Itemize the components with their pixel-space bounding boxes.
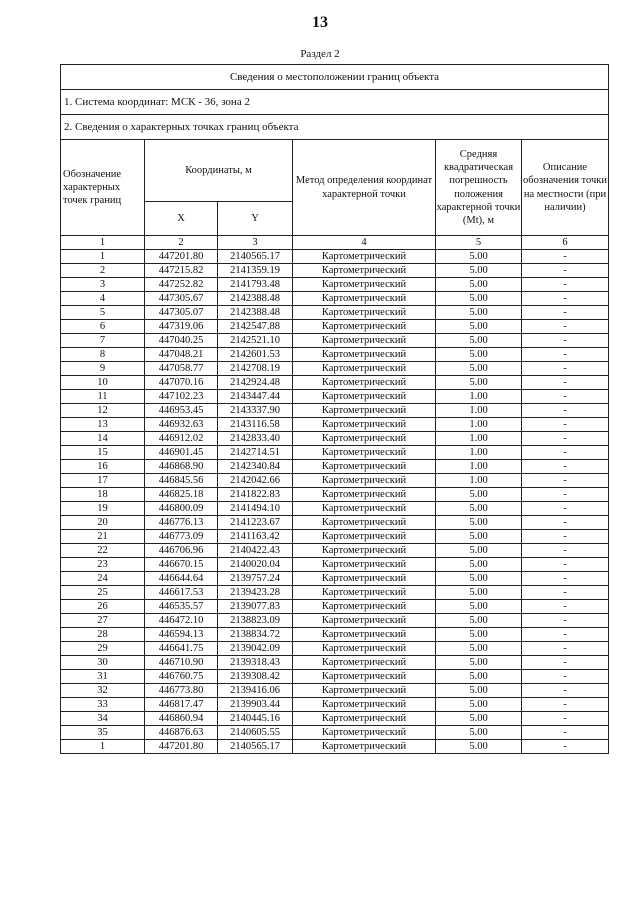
boundary-points-table — [60, 64, 609, 754]
method-cell: Картометрический — [293, 446, 436, 460]
table-row — [61, 726, 609, 740]
point-id-cell: 22 — [61, 544, 145, 558]
method-cell: Картометрический — [293, 292, 436, 306]
column-number: 5 — [436, 236, 522, 250]
x-coord-cell: 446800.09 — [145, 502, 218, 516]
error-cell: 5.00 — [436, 334, 522, 348]
point-id-cell: 6 — [61, 320, 145, 334]
description-cell: - — [522, 348, 609, 362]
error-cell: 1.00 — [436, 390, 522, 404]
y-coord-cell: 2139308.42 — [218, 670, 293, 684]
method-cell: Картометрический — [293, 320, 436, 334]
table-row — [61, 544, 609, 558]
error-cell: 1.00 — [436, 418, 522, 432]
error-cell: 5.00 — [436, 292, 522, 306]
x-coord-cell: 446860.94 — [145, 712, 218, 726]
error-cell: 5.00 — [436, 250, 522, 264]
error-cell: 5.00 — [436, 376, 522, 390]
description-cell: - — [522, 516, 609, 530]
method-cell: Картометрический — [293, 264, 436, 278]
table-row — [61, 614, 609, 628]
y-coord-cell: 2141359.19 — [218, 264, 293, 278]
x-coord-cell: 447070.16 — [145, 376, 218, 390]
error-cell: 5.00 — [436, 530, 522, 544]
method-cell: Картометрический — [293, 726, 436, 740]
error-cell: 1.00 — [436, 474, 522, 488]
description-cell: - — [522, 642, 609, 656]
y-coord-cell: 2142833.40 — [218, 432, 293, 446]
description-cell: - — [522, 404, 609, 418]
point-id-cell: 16 — [61, 460, 145, 474]
y-coord-cell: 2139757.24 — [218, 572, 293, 586]
point-id-cell: 10 — [61, 376, 145, 390]
method-cell: Картометрический — [293, 656, 436, 670]
error-cell: 5.00 — [436, 320, 522, 334]
table-row — [61, 712, 609, 726]
table-row — [61, 460, 609, 474]
table-row — [61, 250, 609, 264]
error-cell: 5.00 — [436, 348, 522, 362]
x-coord-cell: 447305.67 — [145, 292, 218, 306]
error-cell: 5.00 — [436, 278, 522, 292]
error-cell: 5.00 — [436, 642, 522, 656]
point-id-cell: 26 — [61, 600, 145, 614]
description-cell: - — [522, 740, 609, 754]
y-coord-cell: 2142340.84 — [218, 460, 293, 474]
table-row — [61, 698, 609, 712]
title-row — [61, 65, 609, 90]
description-cell: - — [522, 544, 609, 558]
table-row — [61, 348, 609, 362]
method-cell: Картометрический — [293, 698, 436, 712]
description-cell: - — [522, 292, 609, 306]
x-coord-cell: 446953.45 — [145, 404, 218, 418]
error-cell: 5.00 — [436, 614, 522, 628]
description-cell: - — [522, 418, 609, 432]
error-cell: 5.00 — [436, 586, 522, 600]
point-id-cell: 19 — [61, 502, 145, 516]
y-coord-cell: 2141163.42 — [218, 530, 293, 544]
x-coord-cell: 446901.45 — [145, 446, 218, 460]
y-coord-cell: 2141822.83 — [218, 488, 293, 502]
x-coord-cell: 447102.23 — [145, 390, 218, 404]
x-coord-cell: 446641.75 — [145, 642, 218, 656]
point-id-cell: 18 — [61, 488, 145, 502]
description-cell: - — [522, 474, 609, 488]
table-row — [61, 334, 609, 348]
description-cell: - — [522, 376, 609, 390]
y-coord-cell: 2142601.53 — [218, 348, 293, 362]
table-row — [61, 306, 609, 320]
points-caption-row — [61, 115, 609, 140]
x-coord-cell: 446535.57 — [145, 600, 218, 614]
description-cell: - — [522, 320, 609, 334]
method-cell: Картометрический — [293, 418, 436, 432]
description-cell: - — [522, 306, 609, 320]
description-cell: - — [522, 698, 609, 712]
table-row — [61, 404, 609, 418]
x-coord-cell: 446912.02 — [145, 432, 218, 446]
description-cell: - — [522, 726, 609, 740]
point-id-cell: 4 — [61, 292, 145, 306]
error-cell: 5.00 — [436, 558, 522, 572]
error-cell: 5.00 — [436, 516, 522, 530]
x-coord-cell: 447058.77 — [145, 362, 218, 376]
table-row — [61, 488, 609, 502]
y-coord-cell: 2139042.09 — [218, 642, 293, 656]
x-coord-cell: 446773.80 — [145, 684, 218, 698]
point-id-cell: 29 — [61, 642, 145, 656]
method-cell: Картометрический — [293, 586, 436, 600]
column-number: 6 — [522, 236, 609, 250]
x-coord-cell: 446644.64 — [145, 572, 218, 586]
y-coord-cell: 2142388.48 — [218, 306, 293, 320]
point-id-cell: 28 — [61, 628, 145, 642]
table-row — [61, 558, 609, 572]
table-row — [61, 586, 609, 600]
description-cell: - — [522, 656, 609, 670]
point-id-cell: 14 — [61, 432, 145, 446]
point-id-cell: 27 — [61, 614, 145, 628]
error-cell: 1.00 — [436, 404, 522, 418]
method-cell: Картометрический — [293, 404, 436, 418]
y-coord-cell: 2138834.72 — [218, 628, 293, 642]
error-cell: 5.00 — [436, 726, 522, 740]
description-cell: - — [522, 502, 609, 516]
y-coord-cell: 2142924.48 — [218, 376, 293, 390]
point-id-cell: 7 — [61, 334, 145, 348]
y-coord-cell: 2139423.28 — [218, 586, 293, 600]
x-coord-cell: 446825.18 — [145, 488, 218, 502]
method-cell: Картометрический — [293, 600, 436, 614]
method-cell: Картометрический — [293, 376, 436, 390]
x-coord-cell: 446710.90 — [145, 656, 218, 670]
x-coord-cell: 446876.63 — [145, 726, 218, 740]
point-id-cell: 31 — [61, 670, 145, 684]
point-id-cell: 1 — [61, 250, 145, 264]
point-id-cell: 11 — [61, 390, 145, 404]
points-caption: 2. Сведения о характерных точках границ объекта — [61, 115, 609, 140]
point-id-cell: 5 — [61, 306, 145, 320]
y-coord-cell: 2142547.88 — [218, 320, 293, 334]
table-row — [61, 432, 609, 446]
point-id-cell: 15 — [61, 446, 145, 460]
table-row — [61, 376, 609, 390]
method-cell: Картометрический — [293, 390, 436, 404]
description-cell: - — [522, 614, 609, 628]
error-cell: 5.00 — [436, 656, 522, 670]
method-cell: Картометрический — [293, 250, 436, 264]
method-cell: Картометрический — [293, 278, 436, 292]
description-cell: - — [522, 278, 609, 292]
point-id-cell: 1 — [61, 740, 145, 754]
table-row — [61, 264, 609, 278]
x-coord-cell: 446773.09 — [145, 530, 218, 544]
table-row — [61, 418, 609, 432]
section-label: Раздел 2 — [300, 48, 340, 60]
method-cell: Картометрический — [293, 488, 436, 502]
header-row-top — [61, 140, 609, 202]
table-row — [61, 530, 609, 544]
error-cell: 5.00 — [436, 712, 522, 726]
y-coord-cell: 2138823.09 — [218, 614, 293, 628]
table-row — [61, 572, 609, 586]
table-title: Сведения о местоположении границ объекта — [61, 65, 609, 90]
description-cell: - — [522, 390, 609, 404]
error-cell: 5.00 — [436, 628, 522, 642]
point-id-cell: 32 — [61, 684, 145, 698]
y-coord-cell: 2140565.17 — [218, 740, 293, 754]
point-id-cell: 13 — [61, 418, 145, 432]
x-coord-cell: 446817.47 — [145, 698, 218, 712]
method-cell: Картометрический — [293, 306, 436, 320]
description-cell: - — [522, 628, 609, 642]
description-cell: - — [522, 530, 609, 544]
x-coord-cell: 446594.13 — [145, 628, 218, 642]
error-cell: 5.00 — [436, 670, 522, 684]
method-cell: Картометрический — [293, 712, 436, 726]
header-coords: Координаты, м — [145, 140, 293, 202]
error-cell: 5.00 — [436, 502, 522, 516]
column-number: 1 — [61, 236, 145, 250]
x-coord-cell: 446776.13 — [145, 516, 218, 530]
error-cell: 5.00 — [436, 362, 522, 376]
point-id-cell: 24 — [61, 572, 145, 586]
x-coord-cell: 447252.82 — [145, 278, 218, 292]
error-cell: 1.00 — [436, 432, 522, 446]
y-coord-cell: 2142042.66 — [218, 474, 293, 488]
x-coord-cell: 446868.90 — [145, 460, 218, 474]
table-row — [61, 684, 609, 698]
y-coord-cell: 2139903.44 — [218, 698, 293, 712]
method-cell: Картометрический — [293, 474, 436, 488]
column-number: 4 — [293, 236, 436, 250]
error-cell: 5.00 — [436, 306, 522, 320]
x-coord-cell: 447215.82 — [145, 264, 218, 278]
y-coord-cell: 2143447.44 — [218, 390, 293, 404]
method-cell: Картометрический — [293, 530, 436, 544]
error-cell: 5.00 — [436, 698, 522, 712]
header-y: Y — [218, 202, 293, 236]
error-cell: 5.00 — [436, 572, 522, 586]
table-row — [61, 474, 609, 488]
y-coord-cell: 2142388.48 — [218, 292, 293, 306]
method-cell: Картометрический — [293, 460, 436, 474]
point-id-cell: 3 — [61, 278, 145, 292]
y-coord-cell: 2141494.10 — [218, 502, 293, 516]
method-cell: Картометрический — [293, 348, 436, 362]
x-coord-cell: 446670.15 — [145, 558, 218, 572]
point-id-cell: 25 — [61, 586, 145, 600]
y-coord-cell: 2140605.55 — [218, 726, 293, 740]
method-cell: Картометрический — [293, 572, 436, 586]
header-x: X — [145, 202, 218, 236]
y-coord-cell: 2139077.83 — [218, 600, 293, 614]
point-id-cell: 21 — [61, 530, 145, 544]
method-cell: Картометрический — [293, 544, 436, 558]
column-number: 3 — [218, 236, 293, 250]
point-id-cell: 34 — [61, 712, 145, 726]
description-cell: - — [522, 446, 609, 460]
y-coord-cell: 2143337.90 — [218, 404, 293, 418]
point-id-cell: 23 — [61, 558, 145, 572]
x-coord-cell: 447040.25 — [145, 334, 218, 348]
point-id-cell: 9 — [61, 362, 145, 376]
y-coord-cell: 2142521.10 — [218, 334, 293, 348]
method-cell: Картометрический — [293, 614, 436, 628]
header-designation: Обозначение характерных точек границ — [61, 140, 145, 236]
method-cell: Картометрический — [293, 684, 436, 698]
page-number: 13 — [312, 14, 328, 31]
table-row — [61, 446, 609, 460]
table-row — [61, 670, 609, 684]
description-cell: - — [522, 586, 609, 600]
x-coord-cell: 446932.63 — [145, 418, 218, 432]
error-cell: 5.00 — [436, 740, 522, 754]
y-coord-cell: 2140422.43 — [218, 544, 293, 558]
error-cell: 5.00 — [436, 264, 522, 278]
x-coord-cell: 446617.53 — [145, 586, 218, 600]
x-coord-cell: 447201.80 — [145, 740, 218, 754]
x-coord-cell: 447048.21 — [145, 348, 218, 362]
method-cell: Картометрический — [293, 516, 436, 530]
error-cell: 1.00 — [436, 460, 522, 474]
table-row — [61, 292, 609, 306]
point-id-cell: 2 — [61, 264, 145, 278]
y-coord-cell: 2139416.06 — [218, 684, 293, 698]
coord-system-row — [61, 90, 609, 115]
description-cell: - — [522, 250, 609, 264]
x-coord-cell: 447319.06 — [145, 320, 218, 334]
point-id-cell: 8 — [61, 348, 145, 362]
column-number-row — [61, 236, 609, 250]
table-row — [61, 516, 609, 530]
x-coord-cell: 447201.80 — [145, 250, 218, 264]
header-description: Описание обозначения точки на местности (при наличии) — [522, 140, 609, 236]
table-row — [61, 278, 609, 292]
point-id-cell: 12 — [61, 404, 145, 418]
description-cell: - — [522, 670, 609, 684]
description-cell: - — [522, 600, 609, 614]
method-cell: Картометрический — [293, 558, 436, 572]
error-cell: 5.00 — [436, 488, 522, 502]
description-cell: - — [522, 264, 609, 278]
table-row — [61, 656, 609, 670]
table-row — [61, 628, 609, 642]
description-cell: - — [522, 572, 609, 586]
table-row — [61, 740, 609, 754]
description-cell: - — [522, 362, 609, 376]
description-cell: - — [522, 432, 609, 446]
description-cell: - — [522, 488, 609, 502]
y-coord-cell: 2140445.16 — [218, 712, 293, 726]
header-error: Средняя квадратическая погрешность положения характерной точки (Mt), м — [436, 140, 522, 236]
table-row — [61, 390, 609, 404]
x-coord-cell: 446706.96 — [145, 544, 218, 558]
point-id-cell: 20 — [61, 516, 145, 530]
table-row — [61, 320, 609, 334]
description-cell: - — [522, 558, 609, 572]
method-cell: Картометрический — [293, 628, 436, 642]
table-row — [61, 642, 609, 656]
y-coord-cell: 2142708.19 — [218, 362, 293, 376]
description-cell: - — [522, 684, 609, 698]
error-cell: 5.00 — [436, 684, 522, 698]
table-row — [61, 600, 609, 614]
y-coord-cell: 2139318.43 — [218, 656, 293, 670]
method-cell: Картометрический — [293, 642, 436, 656]
method-cell: Картометрический — [293, 670, 436, 684]
y-coord-cell: 2143116.58 — [218, 418, 293, 432]
table-row — [61, 362, 609, 376]
point-id-cell: 30 — [61, 656, 145, 670]
y-coord-cell: 2141793.48 — [218, 278, 293, 292]
method-cell: Картометрический — [293, 362, 436, 376]
y-coord-cell: 2140020.04 — [218, 558, 293, 572]
y-coord-cell: 2142714.51 — [218, 446, 293, 460]
x-coord-cell: 446472.10 — [145, 614, 218, 628]
y-coord-cell: 2141223.67 — [218, 516, 293, 530]
x-coord-cell: 446845.56 — [145, 474, 218, 488]
table-row — [61, 502, 609, 516]
error-cell: 5.00 — [436, 544, 522, 558]
method-cell: Картометрический — [293, 432, 436, 446]
point-id-cell: 17 — [61, 474, 145, 488]
method-cell: Картометрический — [293, 334, 436, 348]
column-number: 2 — [145, 236, 218, 250]
header-method: Метод определения координат характерной точки — [293, 140, 436, 236]
description-cell: - — [522, 712, 609, 726]
method-cell: Картометрический — [293, 502, 436, 516]
error-cell: 5.00 — [436, 600, 522, 614]
error-cell: 1.00 — [436, 446, 522, 460]
method-cell: Картометрический — [293, 740, 436, 754]
point-id-cell: 33 — [61, 698, 145, 712]
description-cell: - — [522, 460, 609, 474]
coord-system-label: 1. Система координат: МСК - 36, зона 2 — [61, 90, 609, 115]
x-coord-cell: 447305.07 — [145, 306, 218, 320]
x-coord-cell: 446760.75 — [145, 670, 218, 684]
description-cell: - — [522, 334, 609, 348]
y-coord-cell: 2140565.17 — [218, 250, 293, 264]
point-id-cell: 35 — [61, 726, 145, 740]
